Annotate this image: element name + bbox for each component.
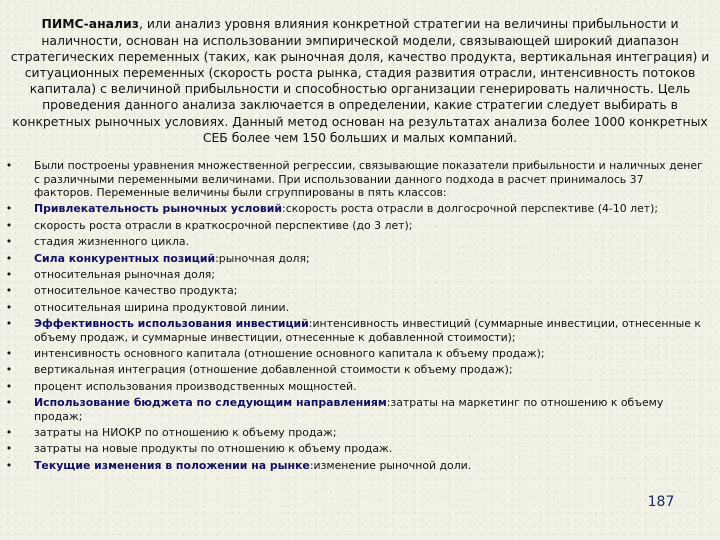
item-text: затраты на НИОКР по отношению к объему продаж;: [34, 426, 337, 440]
bullet-icon: •: [5, 442, 13, 456]
list-item: [0, 219, 720, 233]
bullet-icon: •: [5, 202, 13, 216]
bullet-icon: •: [5, 347, 13, 361]
bullet-icon: •: [5, 363, 13, 377]
item-text: относительная ширина продуктовой линии.: [34, 300, 290, 314]
item-text: относительная рыночная доля;: [34, 267, 215, 281]
bullet-icon: •: [5, 284, 13, 298]
bullet-icon: •: [5, 218, 13, 232]
item-text: вертикальная интеграция (отношение добавленной стоимости к объему продаж);: [34, 363, 513, 377]
item-text: :затраты на маркетинг по отношению к объему продаж;: [34, 396, 664, 423]
bullet-icon: •: [5, 300, 13, 314]
list-item: [0, 268, 720, 282]
item-heading: Использование бюджета по следующим направлениям: [34, 396, 387, 410]
item-heading: Сила конкурентных позиций: [34, 251, 216, 265]
list-item: [0, 363, 720, 377]
intro-paragraph: [8, 16, 712, 146]
bullet-list: [0, 159, 720, 475]
list-item: [0, 459, 720, 473]
list-item: [0, 380, 720, 394]
list-item: [0, 235, 720, 249]
bullet-icon: •: [5, 379, 13, 393]
item-text: :скорость роста отрасли в долгосрочной перспективе (4-10 лет);: [282, 202, 659, 216]
item-text: :рыночная доля;: [215, 251, 310, 265]
item-text: затраты на новые продукты по отношению к объему продаж.: [34, 442, 393, 456]
item-text: процент использования производственных мощностей.: [34, 379, 357, 393]
list-item: [0, 252, 720, 266]
list-item: [0, 284, 720, 298]
page-number: 187: [647, 494, 675, 510]
item-text: интенсивность основного капитала (отношение основного капитала к объему продаж);: [34, 347, 545, 361]
bullet-icon: •: [5, 458, 13, 472]
item-text: стадия жизненного цикла.: [34, 235, 190, 249]
list-item: [0, 202, 720, 216]
list-item: [0, 301, 720, 315]
list-item: [0, 396, 720, 423]
item-text: :интенсивность инвестиций (суммарные инвестиции, отнесенные к объему продаж, и суммарные инвестиции, отнесенные к добавленной стоимости);: [34, 317, 701, 344]
item-heading: Привлекательность рыночных условий: [34, 202, 283, 216]
list-item: [0, 317, 720, 344]
bullet-icon: •: [5, 267, 13, 281]
list-item: [0, 442, 720, 456]
list-item: [0, 347, 720, 361]
item-heading: Текущие изменения в положении на рынке: [34, 458, 310, 472]
bullet-icon: •: [5, 396, 13, 410]
bullet-icon: •: [5, 317, 13, 331]
bullet-icon: •: [5, 235, 13, 249]
item-text: относительное качество продукта;: [34, 284, 238, 298]
item-text: Были построены уравнения множественной регрессии, связывающие показатели прибыльности и наличных денег с различными переменными величинами. При использовании данного подхода в расчет принималось 37 факторов. Переменные величины были сгруппированы в пять классов:: [34, 159, 703, 199]
list-item: [0, 159, 720, 200]
item-text: скорость роста отрасли в краткосрочной перспективе (до 3 лет);: [34, 218, 413, 232]
bullet-icon: •: [5, 426, 13, 440]
bullet-icon: •: [5, 251, 13, 265]
intro-text: , или анализ уровня влияния конкретной стратегии на величины прибыльности и наличности, основан на использовании эмпирической модели, связывающей широкий диапазон стратегических переменных (таких, как рыночная доля, качество продукта, вертикальная интеграция) и ситуационных переменных (скорость роста рынка, стадия развития отрасли, интенсивность потоков капитала) с величиной прибыльности и способностью организации генерировать наличность. Цель проведения данного анализа заключается в определении, какие стратегии следует выбирать в конкретных рыночных условиях. Данный метод основан на результатах анализа более 1000 конкретных СЕБ более чем 150 больших и малых компаний.: [10, 16, 710, 145]
list-item: [0, 426, 720, 440]
item-text: :изменение рыночной доли.: [309, 458, 472, 472]
bullet-icon: •: [5, 159, 13, 172]
intro-title: ПИМС-анализ: [41, 16, 139, 32]
item-heading: Эффективность использования инвестиций: [34, 317, 309, 331]
